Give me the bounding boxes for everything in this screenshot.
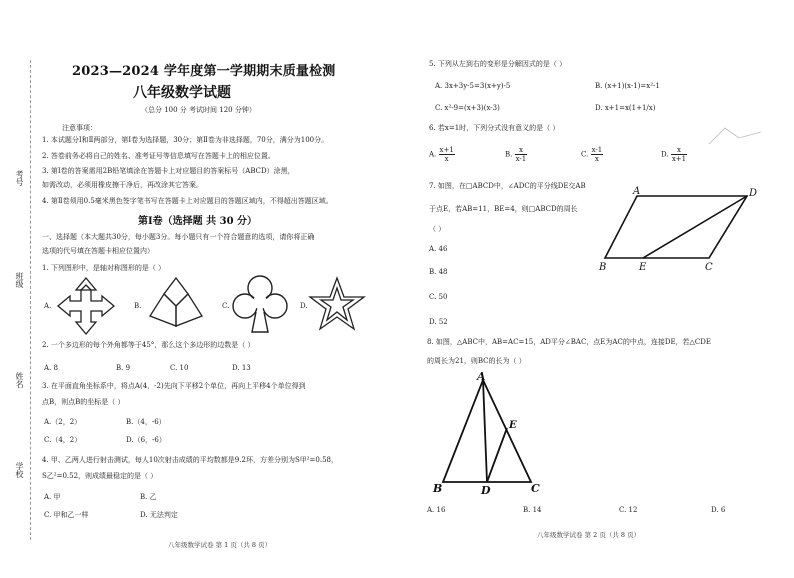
question-8-line-1: 8. 如图，△ABC中，AB=AC=15，AD平分∠BAC，点E为AC的中点，连接DE，若△CDE <box>427 338 712 346</box>
parallelogram-abcd <box>605 196 747 258</box>
q2-choice-a: A. 8 <box>44 364 58 372</box>
q8-choice-b: B. 14 <box>523 506 542 514</box>
segment-de <box>643 196 747 258</box>
scribble-mark <box>705 120 765 150</box>
q6-denominator-d: x+1 <box>671 155 687 163</box>
q8-point-label-b: B <box>433 482 443 495</box>
question-6: 6. 若x=1时，下列分式没有意义的是（ ） <box>429 124 560 132</box>
notice-heading: 注意事项： <box>62 124 97 132</box>
q4-choice-b: B. 乙 <box>140 493 157 501</box>
q1-label-b: B. <box>134 302 142 310</box>
q6-numerator-c: x-1 <box>591 146 603 154</box>
notice-3b: 如需改动，必须用橡皮擦干净后，再改涂其它答案。 <box>42 181 203 189</box>
point-label-a: A <box>633 186 641 197</box>
q8-point-label-d: D <box>481 484 491 497</box>
q7-shape <box>605 196 747 258</box>
q6-numerator-d: x <box>671 146 687 155</box>
q1-label-c: C. <box>222 302 230 310</box>
q5-choice-c: C. x²-9=(x+3)(x-3) <box>435 104 500 112</box>
exam-meta: （总分 100 分 考试时间 120 分钟） <box>141 106 256 114</box>
q7-choice-a: A. 46 <box>429 245 448 253</box>
point-label-d: D <box>749 188 758 199</box>
point-label-c: C <box>705 262 713 273</box>
section-intro-1: 一、选择题（本大题共30分，每小题3分。每小题只有一个符合题意的选项，请你将正确 <box>42 233 315 241</box>
notice-1: 1. 本试题分Ⅰ和Ⅱ两部分，第Ⅰ卷为选择题，30分；第Ⅱ卷为非选择题，70分，满分为100分。 <box>42 136 329 144</box>
notice-2: 2. 答卷前务必将自己的姓名、准考证号等信息填写在答题卡上的相应位置。 <box>42 152 275 160</box>
q8-point-label-e: E <box>509 420 517 431</box>
q6-label-c: C. <box>581 150 589 159</box>
question-3-line-1: 3. 在平面直角坐标系中，将点A(4，-2)先向下平移2个单位，再向上平移4个单位得到 <box>42 382 306 390</box>
q6-choice-d <box>661 146 687 163</box>
q8-triangle-figure <box>431 370 551 498</box>
q3-choice-d: D.（6，-6） <box>126 436 166 444</box>
q6-denominator-c: x <box>594 155 599 163</box>
question-2: 2. 一个多边形的每个外角都等于45°，那么这个多边形的边数是（ ） <box>42 341 255 349</box>
q6-denominator-a: x <box>444 155 449 163</box>
q7-choice-d: D. 52 <box>429 318 448 326</box>
q4-choice-c: C. 甲和乙一样 <box>44 511 89 519</box>
side-label-school: 学校 <box>15 462 24 478</box>
q6-choice-a <box>429 146 455 163</box>
q6-label-d: D. <box>661 150 669 159</box>
q4-choice-a: A. 甲 <box>44 493 61 501</box>
question-5: 5. 下列从左到右的变形是分解因式的是（ ） <box>429 60 567 68</box>
question-1: 1. 下列图形中，是轴对称图形的是（ ） <box>42 264 166 272</box>
q6-fraction-c <box>591 146 604 163</box>
q3-choice-b: B.（4，-6） <box>126 418 166 426</box>
right-page-footer: 八年级数学试卷 第 2 页（共 8 页） <box>537 531 641 539</box>
section-title: 第Ⅰ卷（选择题 共 30 分） <box>138 216 258 227</box>
q8-point-label-c: C <box>531 482 540 495</box>
q5-choice-d: D. x+1=x(1+1/x) <box>595 104 656 112</box>
notice-4: 4. 第Ⅱ卷须用0.5毫米黑色签字笔书写在答题卡上对应题目的答题区域内，不得超出答题区域。 <box>42 197 333 205</box>
q6-fraction-d <box>671 146 687 163</box>
q8-choice-d: D. 6 <box>711 506 726 514</box>
q6-fraction-b <box>515 146 528 163</box>
q2-choice-d: D. 13 <box>232 364 251 372</box>
question-8-line-2: 的周长为21，则BC的长为（ ） <box>427 357 526 365</box>
q1-label-d: D. <box>300 302 308 310</box>
q1-figure-c <box>230 272 290 336</box>
point-label-e: E <box>639 262 647 273</box>
q6-fraction-a <box>439 146 455 163</box>
question-7-line-1: 7. 如图，在□ABCD中，∠ADC的平分线DE交AB <box>429 182 586 190</box>
q7-choice-b: B. 48 <box>429 268 448 276</box>
q4-choice-d: D. 无法判定 <box>140 511 178 519</box>
segment-de <box>487 428 507 482</box>
side-label-name: 姓名 <box>15 372 24 388</box>
right-page <box>405 0 794 578</box>
q1-label-a: A. <box>44 302 52 310</box>
left-page-footer: 八年级数学试卷 第 1 页（共 8 页） <box>168 541 272 549</box>
question-4-line-2: S乙²=0.52，则成绩最稳定的是（ ） <box>42 472 158 480</box>
q7-choice-c: C. 50 <box>429 293 448 301</box>
side-label-id: 考号 <box>15 170 24 186</box>
q6-numerator-a: x+1 <box>439 146 454 154</box>
q1-figure-b <box>146 276 206 334</box>
q8-choice-a: A. 16 <box>427 506 446 514</box>
q1-figure-a <box>56 276 116 336</box>
q3-choice-c: C.（4，2） <box>44 436 82 444</box>
q3-choice-a: A.（2，2） <box>44 418 82 426</box>
q6-choice-b <box>505 146 527 163</box>
q6-label-a: A. <box>429 150 437 159</box>
q5-choice-a: A. 3x+3y-5=3(x+y)-5 <box>435 82 511 90</box>
q2-choice-c: C. 10 <box>170 364 189 372</box>
q2-choice-b: B. 9 <box>116 364 131 372</box>
q7-parallelogram-figure <box>597 186 777 278</box>
question-7-line-2: 于点E，若AB=11，BE=4，则□ABCD的周长 <box>429 205 578 213</box>
q6-label-b: B. <box>505 150 513 159</box>
q8-choice-c: C. 12 <box>619 506 638 514</box>
q5-choice-b: B. (x+1)(x-1)=x²-1 <box>595 82 660 90</box>
q1-figure-d <box>308 276 366 334</box>
segment-ad <box>483 380 487 482</box>
exam-title: 2023—2024 学年度第一学期期末质量检测 <box>72 64 336 79</box>
exam-subtitle: 八年级数学试题 <box>133 85 231 101</box>
q6-choice-c <box>581 146 603 163</box>
section-intro-2: 选项的代号填在答题卡相应位置内） <box>42 247 154 255</box>
binding-line <box>30 60 31 540</box>
question-7-line-3: （ ） <box>429 225 446 233</box>
side-label-class: 班级 <box>15 272 24 288</box>
q6-numerator-b: x <box>515 146 528 155</box>
question-3-line-2: 点B，则点B的坐标是（ ） <box>42 398 125 406</box>
q6-denominator-b: x-1 <box>515 155 527 163</box>
q8-point-label-a: A <box>477 370 486 383</box>
question-4-line-1: 4. 甲、乙两人进行射击测试，每人10次射击成绩的平均数都是9.2环，方差分别为S甲²=0.58， <box>42 456 338 464</box>
point-label-b: B <box>599 262 607 273</box>
notice-3: 3. 第Ⅰ卷的答案需用2B铅笔填涂在答题卡上对应题目的答案标号（ABCD）涂黑， <box>42 167 295 175</box>
q8-shape <box>443 380 531 482</box>
